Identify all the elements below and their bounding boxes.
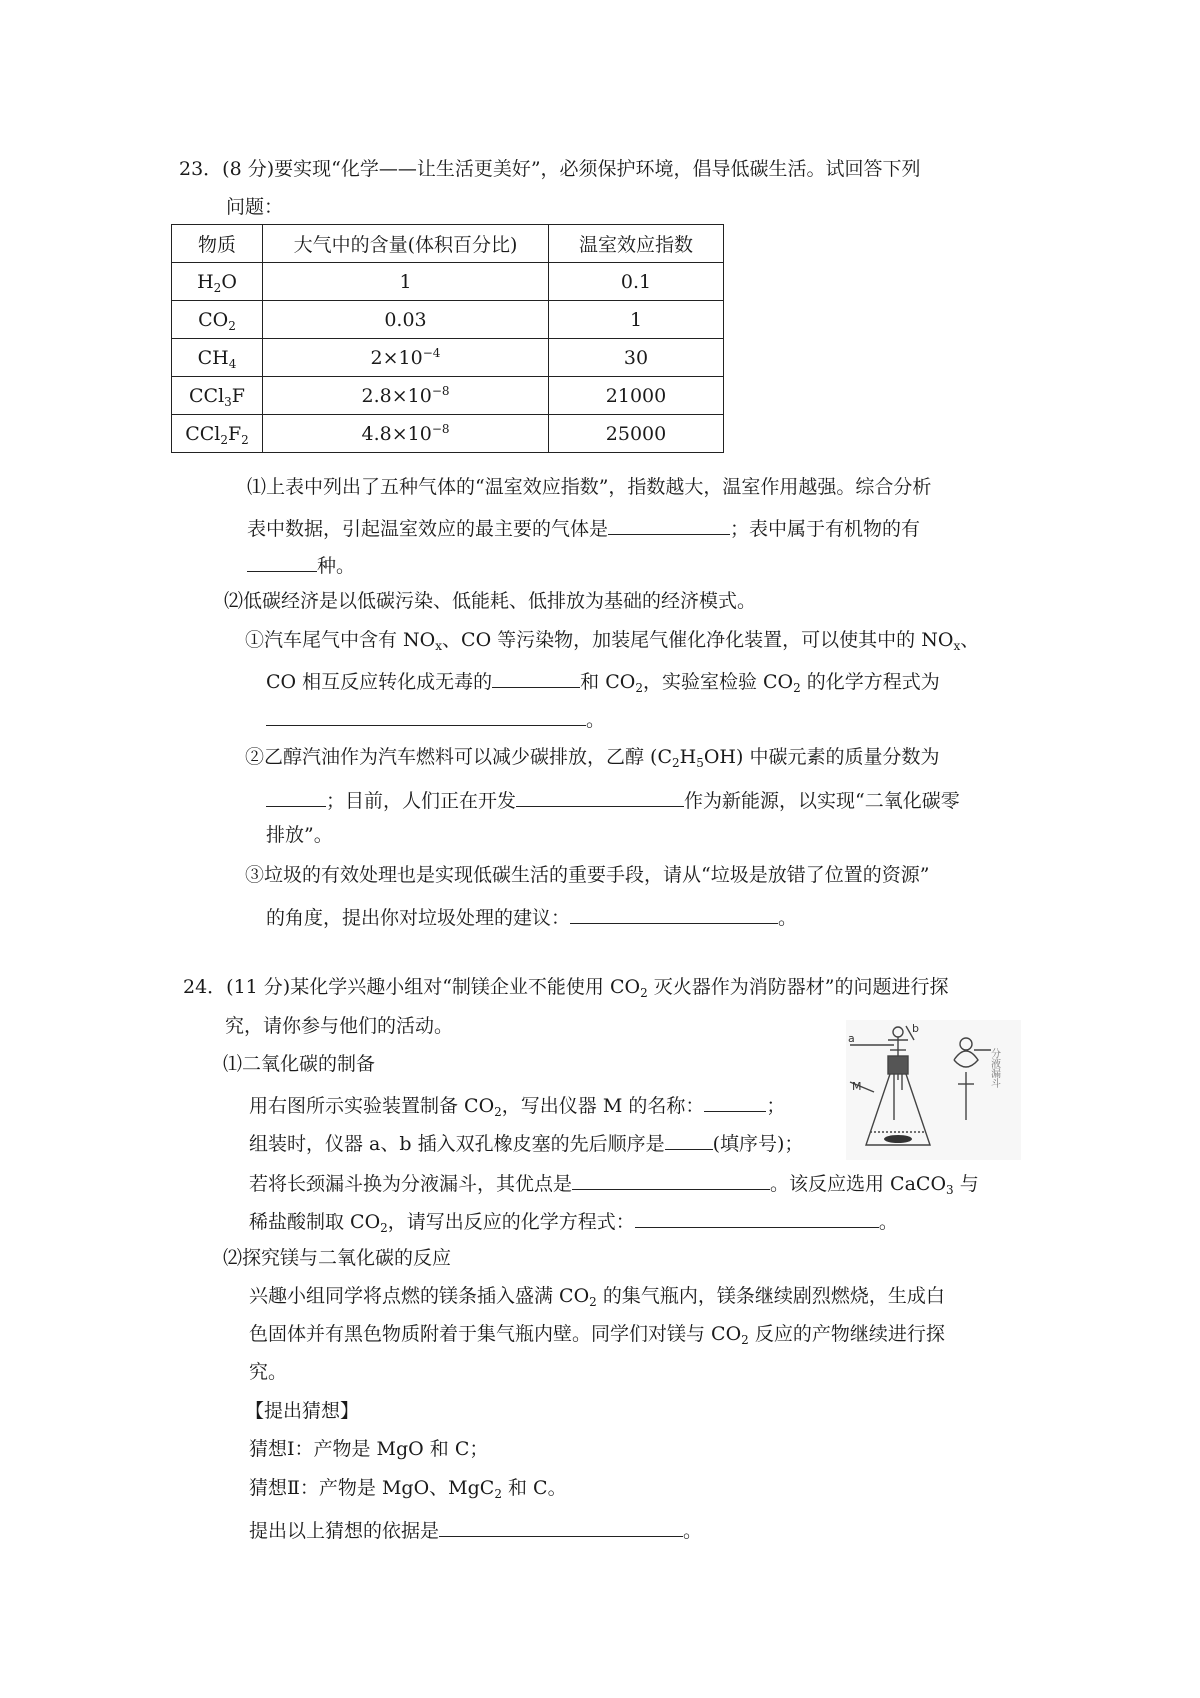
q24-guess-title: 【提出猜想】 (245, 1400, 360, 1422)
q24-guess1: 猜想Ⅰ：产物是 MgO 和 C； (249, 1438, 489, 1460)
q24-s1-line1: 用右图所示实验装置制备 $CO_2$，写出仪器 M 的名称： ； (249, 1095, 786, 1119)
q23-p1-line3: 种。 (247, 553, 355, 576)
table-header-cell: 物质 (172, 225, 263, 263)
answer-blank[interactable] (608, 516, 730, 535)
answer-blank[interactable] (570, 905, 778, 924)
q23-p2b-line2: ；目前，人们正在开发 作为新能源，以实现“二氧化碳零 (266, 788, 960, 811)
fig-label-m: M (852, 1080, 862, 1093)
q23-p2c-line1: ③垃圾的有效处理也是实现低碳生活的重要手段，请从“垃圾是放错了位置的资源” (245, 864, 930, 886)
q23-p1-line2: 表中数据，引起温室效应的最主要的气体是 ；表中属于有机物的有 (247, 518, 921, 540)
index-cell: 1 (549, 301, 724, 339)
answer-blank[interactable] (516, 788, 684, 807)
q24-guess2: 猜想Ⅱ：产物是 MgO、MgC$_2$ 和 C。 (249, 1477, 567, 1501)
answer-blank[interactable] (247, 553, 317, 572)
content-cell: 1 (263, 263, 549, 301)
q24-s2-title: ⑵探究镁与二氧化碳的反应 (223, 1247, 452, 1269)
answer-blank[interactable] (572, 1171, 770, 1190)
q23-header-cont: 问题： (226, 196, 284, 218)
substance-cell: $CO_2$ (172, 301, 263, 339)
q23-p2-line1: ⑵低碳经济是以低碳污染、低能耗、低排放为基础的经济模式。 (224, 590, 757, 612)
table-row (172, 377, 724, 415)
q24-basis: 提出以上猜想的依据是 。 (249, 1520, 703, 1542)
q23-p2a-line1: ①汽车尾气中含有 $NO_x$、CO 等污染物，加装尾气催化净化装置，可以使其中的 $NO_x$、 (245, 629, 980, 653)
answer-blank[interactable] (635, 1209, 879, 1228)
q24-header: 24．(11 分)某化学兴趣小组对“制镁企业不能使用 $CO_2$ 灭火器作为消防器材”的问题进行探 (183, 976, 949, 1000)
q23-p2a-line2: CO 相互反应转化成无毒的 和 $CO_2$，实验室检验 $CO_2$ 的化学方程式为 (266, 671, 940, 695)
gas-table (171, 224, 724, 453)
q24-s1-line2: 组装时，仪器 a、b 插入双孔橡皮塞的先后顺序是 (填序号)； (249, 1133, 804, 1155)
table-row (172, 263, 724, 301)
q24-s1-line3: 若将长颈漏斗换为分液漏斗，其优点是 。该反应选用 CaCO$_3$ 与 (249, 1173, 979, 1197)
answer-blank[interactable] (266, 707, 586, 726)
q24-s2-line3: 究。 (249, 1361, 288, 1383)
q24-header-cont: 究，请你参与他们的活动。 (225, 1015, 454, 1037)
table-header-cell: 大气中的含量(体积百分比) (263, 225, 549, 263)
substance-cell: $CCl_2F_2$ (172, 415, 263, 453)
q24-s2-line1: 兴趣小组同学将点燃的镁条插入盛满 $CO_2$ 的集气瓶内，镁条继续剧烈燃烧，生成白 (249, 1285, 945, 1309)
substance-cell: $H_2O$ (172, 263, 263, 301)
answer-blank[interactable] (704, 1093, 766, 1112)
q24-s1-line4: 稀盐酸制取 $CO_2$，请写出反应的化学方程式： 。 (249, 1211, 898, 1235)
content-cell: $2.8\times 10^{-8}$ (263, 377, 549, 415)
content-cell: $4.8\times 10^{-8}$ (263, 415, 549, 453)
answer-blank[interactable] (492, 669, 580, 688)
q23-header: 23．(8 分)要实现“化学——让生活更美好”，必须保护环境，倡导低碳生活。试回答下列 (179, 158, 921, 180)
q23-p1-line1: ⑴上表中列出了五种气体的“温室效应指数”，指数越大，温室作用越强。综合分析 (247, 476, 932, 498)
table-header-row (172, 225, 724, 263)
q23-p2b-line3: 排放”。 (266, 824, 333, 846)
q23-p2a-line3: 。 (266, 707, 605, 730)
table-row (172, 301, 724, 339)
fig-label-funnel: 分液漏斗 (988, 1048, 1000, 1088)
index-cell: 21000 (549, 377, 724, 415)
table-header-cell: 温室效应指数 (549, 225, 724, 263)
content-cell: $2\times 10^{-4}$ (263, 339, 549, 377)
apparatus-figure (846, 1020, 1021, 1160)
answer-blank[interactable] (439, 1518, 683, 1537)
table-row (172, 339, 724, 377)
substance-cell: CCl$_3$F (172, 377, 263, 415)
q23-p2b-line1: ②乙醇汽油作为汽车燃料可以减少碳排放，乙醇 $(C_2H_5OH)$ 中碳元素的质量分数为 (245, 746, 940, 770)
answer-blank[interactable] (266, 788, 326, 807)
answer-blank[interactable] (665, 1131, 713, 1150)
index-cell: 30 (549, 339, 724, 377)
table-row (172, 415, 724, 453)
substance-cell: $CH_4$ (172, 339, 263, 377)
fig-label-a: a (848, 1032, 855, 1045)
index-cell: 0.1 (549, 263, 724, 301)
content-cell: 0.03 (263, 301, 549, 339)
q23-p2c-line2: 的角度，提出你对垃圾处理的建议： 。 (266, 907, 798, 929)
index-cell: 25000 (549, 415, 724, 453)
fig-label-b: b (912, 1022, 919, 1035)
q24-s2-line2: 色固体并有黑色物质附着于集气瓶内壁。同学们对镁与 $CO_2$ 反应的产物继续进行探 (249, 1323, 945, 1347)
q24-s1-title: ⑴二氧化碳的制备 (223, 1053, 376, 1075)
